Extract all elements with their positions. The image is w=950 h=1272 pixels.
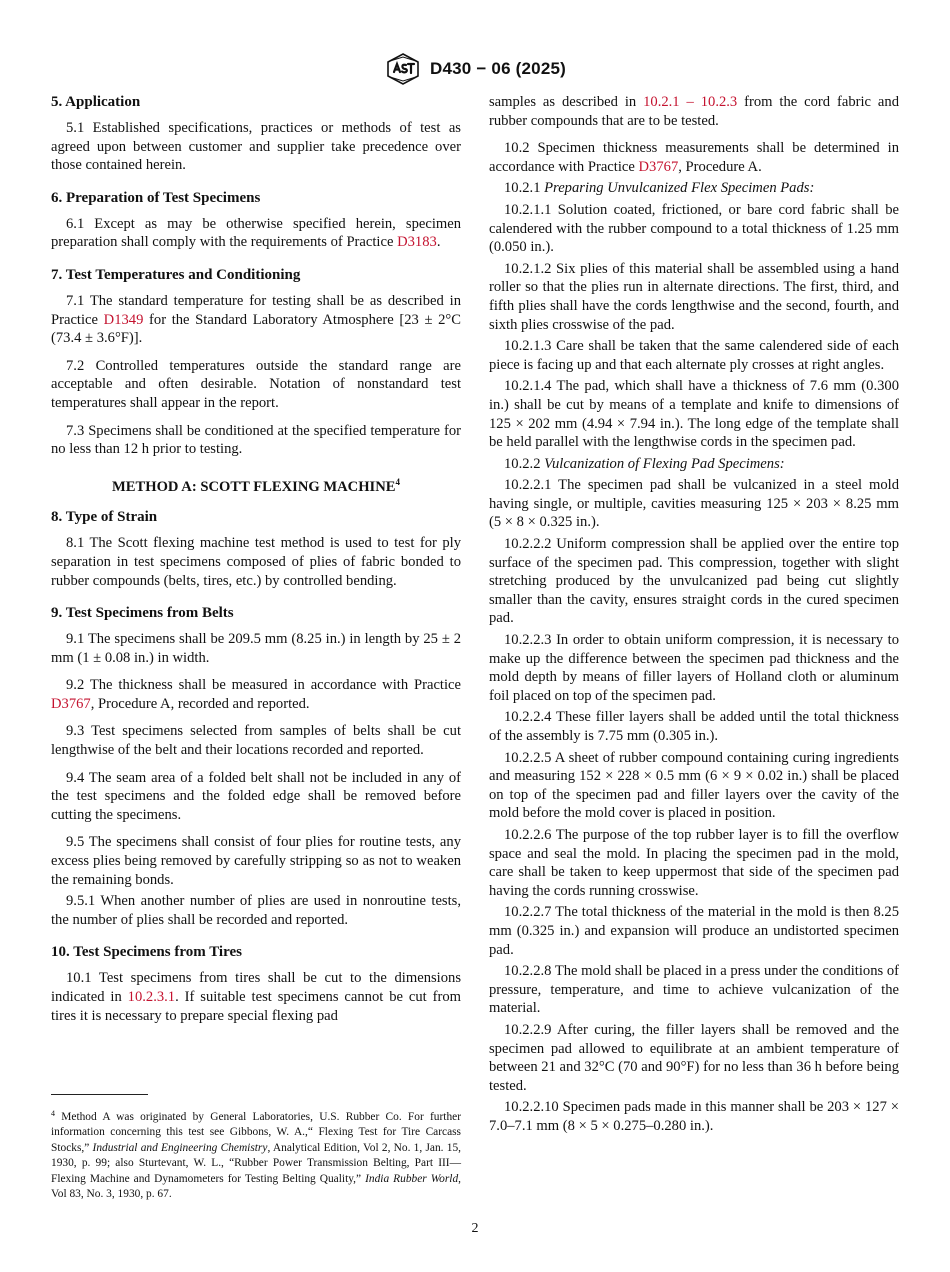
paragraph-10-2-2-10: 10.2.2.10 Specimen pads made in this manner shall be 203 × 127 × 7.0–7.1 mm (8 × 5 × 0.275–0.280 in.). [489, 1099, 899, 1134]
paragraph-10-2-2-3: 10.2.2.3 In order to obtain uniform compression, it is necessary to make up the difference between the specimen pad thickness and the mold depth by means of filler layers of Holland cloth or aluminum foil placed on top of the specimen pad. [489, 632, 899, 704]
paragraph-9-3: 9.3 Test specimens selected from samples of belts shall be cut lengthwise of the belt and their locations recorded and reported. [51, 723, 461, 759]
paragraph-7-3: 7.3 Specimens shall be conditioned at the specified temperature for no less than 12 h prior to testing. [51, 422, 461, 458]
paragraph-10-2-2-5: 10.2.2.5 A sheet of rubber compound containing curing ingredients and measuring 152 × 228 × 0.5 mm (6 × 9 × 0.02 in.) shall be placed on top of the specimen pad and filler layers over the cavity of the mold before the mold cover is placed in position. [489, 749, 899, 822]
footnote-4: $^4$ Method A was originated by General Laboratories, U.S. Rubber Co. For further information concerning this test see Gibbons, W. A.,“ Flexing Test for Tire Carcass Stocks,” Industrial and Engineering Chemistry, Analytical Edition, Vol 2, No. 1, Jan. 15, 1930, p. 99; also Sturtevant, W. L., “Rubber Power Transmission Belting, Part III—Flexing Machine and Dynamometers for Testing Belting Quality,” India Rubber World, Vol 83, No. 3, 1930, p. 67. [51, 1109, 461, 1201]
link-d1349[interactable]: D1349 [103, 311, 144, 328]
paragraph-7-2: 7.2 Controlled temperatures outside the standard range are acceptable and often desirable. Notation of nonstandard test temperatures shall appear in the report. [51, 357, 461, 411]
paragraph-9-4: 9.4 The seam area of a folded belt shall not be included in any of the test specimens and the folded edge shall be removed before cutting the specimens. [51, 769, 461, 823]
page-number: 2 [471, 1221, 479, 1236]
link-10-2-3-1[interactable]: 10.2.3.1 [127, 989, 176, 1005]
paragraph-10-2-2: 10.2.2 Vulcanization of Flexing Pad Specimens: [504, 455, 785, 472]
paragraph-10-2-2-1: 10.2.2.1 The specimen pad shall be vulcanized in a steel mold having single, or multiple, cavities measuring 125 × 203 × 8.25 mm (5 × 8 × 0.325 in.). [489, 477, 899, 531]
paragraph-10-2-2-4: 10.2.2.4 These filler layers shall be added until the total thickness of the assembly is 7.75 mm (0.305 in.). [489, 709, 899, 744]
paragraph-9-2: 9.2 The thickness shall be measured in accordance with Practice D3767, Procedure A, recorded and reported. [51, 677, 461, 712]
page-header [0, 52, 950, 86]
astm-logo-icon [384, 52, 422, 86]
paragraph-5-1: 5.1 Established specifications, practices or methods of test as agreed upon between customer and supplier take precedence over those contained herein. [51, 120, 461, 174]
link-d3183[interactable]: D3183 [397, 234, 437, 251]
paragraph-10-2-2-7: 10.2.2.7 The total thickness of the material in the mold is then 8.25 mm (0.325 in.) and expansion will produce an undistorted specimen pad. [489, 904, 899, 958]
paragraph-10-2-2-2: 10.2.2.2 Uniform compression shall be applied over the entire top surface of the specimen pad. This compression, together with slight stretching produced by the unvulcanized pad being cut slightly smaller than the cavity, ensures straight cords in the cured specimen pad. [489, 536, 899, 627]
paragraph-10-2-2-6: 10.2.2.6 The purpose of the top rubber layer is to fill the overflow space and seal the mold. In placing the specimen pad in the mold, care shall be taken to keep uppermost that side of the specimen pad having the cords running crosswise. [489, 826, 899, 899]
paragraph-9-1: 9.1 The specimens shall be 209.5 mm (8.25 in.) in length by 25 ± 2 mm (1 ± 0.08 in.) in width. [51, 631, 461, 666]
section-10-heading: 10. Test Specimens from Tires [51, 944, 242, 961]
link-d3767[interactable]: D3767 [51, 695, 91, 712]
right-column [489, 93, 899, 1138]
left-column [51, 93, 461, 1034]
paragraph-10-2-1-4: 10.2.1.4 The pad, which shall have a thickness of 7.6 mm (0.300 in.) shall be cut by means of a template and knife to dimensions of 125 × 202 mm (4.94 × 7.94 in.). The long edge of the template shall be held parallel with the lengthwise cords in the specimen pad. [489, 378, 899, 451]
method-a-heading: METHOD A: SCOTT FLEXING MACHINE$^4$ [111, 476, 401, 495]
section-7-heading: 7. Test Temperatures and Conditioning [51, 266, 301, 283]
section-9-heading: 9. Test Specimens from Belts [51, 605, 234, 622]
paragraph-10-1-continued: samples as described in 10.2.1 – 10.2.3 from the cord fabric and rubber compounds that are to be tested. [489, 94, 899, 129]
document-designation: D430 − 06 (2025) [430, 59, 566, 78]
paragraph-8-1: 8.1 The Scott flexing machine test method is used to test for ply separation in test specimens composed of plies of fabric bonded to rubber compounds (belts, tires, etc.) by controlled bending. [51, 535, 461, 589]
paragraph-9-5-1: 9.5.1 When another number of plies are used in nonroutine tests, the number of plies shall be recorded and reported. [51, 893, 461, 928]
paragraph-10-2-1-1: 10.2.1.1 Solution coated, frictioned, or bare cord fabric shall be calendered with the rubber compound to a total thickness of 1.25 mm (0.050 in.). [489, 201, 899, 256]
footnote-divider [51, 1094, 148, 1095]
section-5-heading: 5. Application [51, 94, 141, 110]
paragraph-10-2-1: 10.2.1 Preparing Unvulcanized Flex Specimen Pads: [504, 180, 815, 197]
paragraph-10-2-1-2: 10.2.1.2 Six plies of this material shall be assembled using a hand roller so that the plies run in alternate directions. The first, third, and fifth plies shall have the cords lengthwise and the second, fourth, and sixth plies crosswise of the pad. [489, 260, 899, 333]
paragraph-10-2-2-8: 10.2.2.8 The mold shall be placed in a press under the conditions of pressure, temperature, and time to achieve vulcanization of the material. [489, 963, 899, 1017]
section-6-heading: 6. Preparation of Test Specimens [51, 189, 261, 206]
paragraph-6-1: 6.1 Except as may be otherwise specified herein, specimen preparation shall comply with the requirements of Practice D3183. [51, 215, 461, 251]
paragraph-10-1: 10.1 Test specimens from tires shall be cut to the dimensions indicated in 10.2.3.1. If suitable test specimens cannot be cut from tires it is necessary to prepare special flexing pad [51, 970, 461, 1024]
footnote-ref-4: 4 [395, 476, 401, 487]
paragraph-9-5: 9.5 The specimens shall consist of four plies for routine tests, any excess plies being removed by carefully stripping so as not to weaken the remaining bonds. [51, 834, 461, 888]
section-8-heading: 8. Type of Strain [51, 509, 158, 526]
paragraph-7-1: 7.1 The standard temperature for testing shall be as described in Practice D1349 for the Standard Laboratory Atmosphere [23 ± 2°C (73.4 ± 3.6°F)]. [51, 292, 461, 347]
link-d3767-2[interactable]: D3767 [638, 158, 679, 175]
paragraph-10-2: 10.2 Specimen thickness measurements shall be determined in accordance with Practice D3767, Procedure A. [489, 140, 899, 175]
paragraph-10-2-1-3: 10.2.1.3 Care shall be taken that the same calendered side of each piece is facing up and that each alternate ply crosses at right angles. [489, 338, 899, 373]
paragraph-10-2-2-9: 10.2.2.9 After curing, the filler layers shall be removed and the specimen pad allowed to equilibrate at an ambient temperature of between 21 and 32°C (70 and 90°F) for no less than 36 h before being tested. [489, 1021, 899, 1094]
link-10-2-1-to-10-2-3[interactable]: 10.2.1 – 10.2.3 [643, 94, 738, 110]
